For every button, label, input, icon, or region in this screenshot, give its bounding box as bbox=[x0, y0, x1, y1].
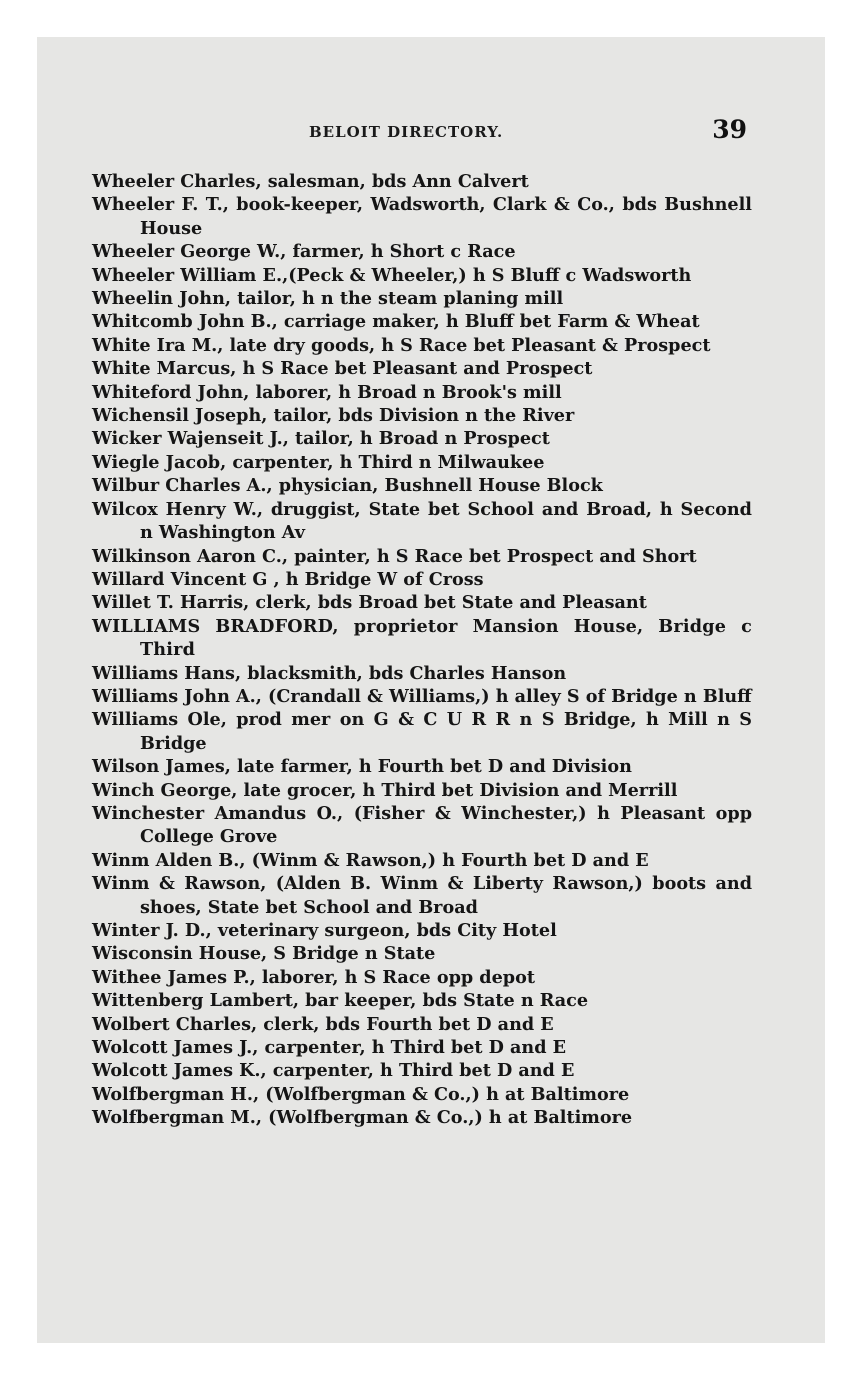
directory-entry: Winch George, late grocer, h Third bet Division and Merrill bbox=[92, 779, 678, 801]
directory-entry: Willard Vincent G , h Bridge W of Cross bbox=[92, 568, 484, 590]
directory-entry: Wisconsin House, S Bridge n State bbox=[92, 943, 436, 965]
directory-entry: Winm & Rawson, (Alden B. Winm & Liberty Rawson,) boots and shoes, State bet School and Broad bbox=[92, 873, 752, 918]
directory-entry: Wiegle Jacob, carpenter, h Third n Milwaukee bbox=[92, 451, 545, 473]
page-number: 39 bbox=[712, 115, 747, 144]
directory-entry: Wilson James, late farmer, h Fourth bet D and Division bbox=[92, 756, 632, 778]
directory-entry: Wolcott James K., carpenter, h Third bet D and E bbox=[92, 1060, 575, 1082]
directory-entry: Wheeler George W., farmer, h Short c Race bbox=[92, 241, 516, 263]
directory-entry: Winm Alden B., (Winm & Rawson,) h Fourth bet D and E bbox=[92, 849, 649, 871]
directory-entry: Wheeler William E.,(Peck & Wheeler,) h S Bluff c Wadsworth bbox=[92, 264, 692, 286]
directory-entry: Wheelin John, tailor, h n the steam planing mill bbox=[92, 288, 564, 310]
running-head: BELOIT DIRECTORY. bbox=[309, 123, 504, 141]
directory-entries bbox=[92, 170, 752, 1130]
directory-entry: White Marcus, h S Race bet Pleasant and Prospect bbox=[92, 358, 593, 380]
directory-entry: Wilkinson Aaron C., painter, h S Race bet Prospect and Short bbox=[92, 545, 697, 567]
directory-entry: Wicker Wajenseit J., tailor, h Broad n Prospect bbox=[92, 428, 550, 450]
directory-entry: Withee James P., laborer, h S Race opp depot bbox=[92, 966, 535, 988]
directory-entry: Winchester Amandus O., (Fisher & Winchester,) h Pleasant opp College Grove bbox=[92, 802, 752, 848]
directory-entry: Wolbert Charles, clerk, bds Fourth bet D and E bbox=[92, 1013, 554, 1035]
directory-entry: Wilbur Charles A., physician, Bushnell House Block bbox=[92, 475, 603, 497]
directory-entry: Whiteford John, laborer, h Broad n Brook's mill bbox=[92, 381, 562, 403]
directory-entry: Wichensil Joseph, tailor, bds Division n the River bbox=[92, 405, 575, 427]
directory-entry: Wolfbergman M., (Wolfbergman & Co.,) h at Baltimore bbox=[92, 1107, 633, 1129]
directory-entry: Wheeler F. T., book-keeper, Wadsworth, Clark & Co., bds Bushnell House bbox=[92, 194, 752, 239]
directory-entry: Wittenberg Lambert, bar keeper, bds State n Race bbox=[92, 990, 589, 1012]
directory-entry: Wolcott James J., carpenter, h Third bet D and E bbox=[92, 1037, 567, 1059]
directory-entry: Williams John A., (Crandall & Williams,) h alley S of Bridge n Bluff bbox=[92, 685, 752, 707]
directory-entry: Winter J. D., veterinary surgeon, bds City Hotel bbox=[92, 920, 557, 941]
directory-entry: Willet T. Harris, clerk, bds Broad bet State and Pleasant bbox=[92, 592, 647, 614]
page-header bbox=[37, 115, 825, 149]
directory-entry: Wolfbergman H., (Wolfbergman & Co.,) h at Baltimore bbox=[92, 1083, 630, 1105]
directory-entry: White Ira M., late dry goods, h S Race bet Pleasant & Prospect bbox=[92, 334, 711, 356]
directory-entry: Whitcomb John B., carriage maker, h Bluff bet Farm & Wheat bbox=[92, 311, 700, 333]
directory-entry: Wheeler Charles, salesman, bds Ann Calvert bbox=[92, 171, 529, 192]
directory-entry: Williams Hans, blacksmith, bds Charles Hanson bbox=[92, 662, 567, 684]
directory-entry: WILLIAMS BRADFORD, proprietor Mansion House, Bridge c Third bbox=[92, 615, 752, 661]
directory-entry: Williams Ole, prod mer on G & C U R R n S Bridge, h Mill n S Bridge bbox=[92, 709, 752, 754]
directory-page bbox=[37, 37, 825, 1343]
directory-entry: Wilcox Henry W., druggist, State bet School and Broad, h Second n Washington Av bbox=[92, 498, 752, 544]
